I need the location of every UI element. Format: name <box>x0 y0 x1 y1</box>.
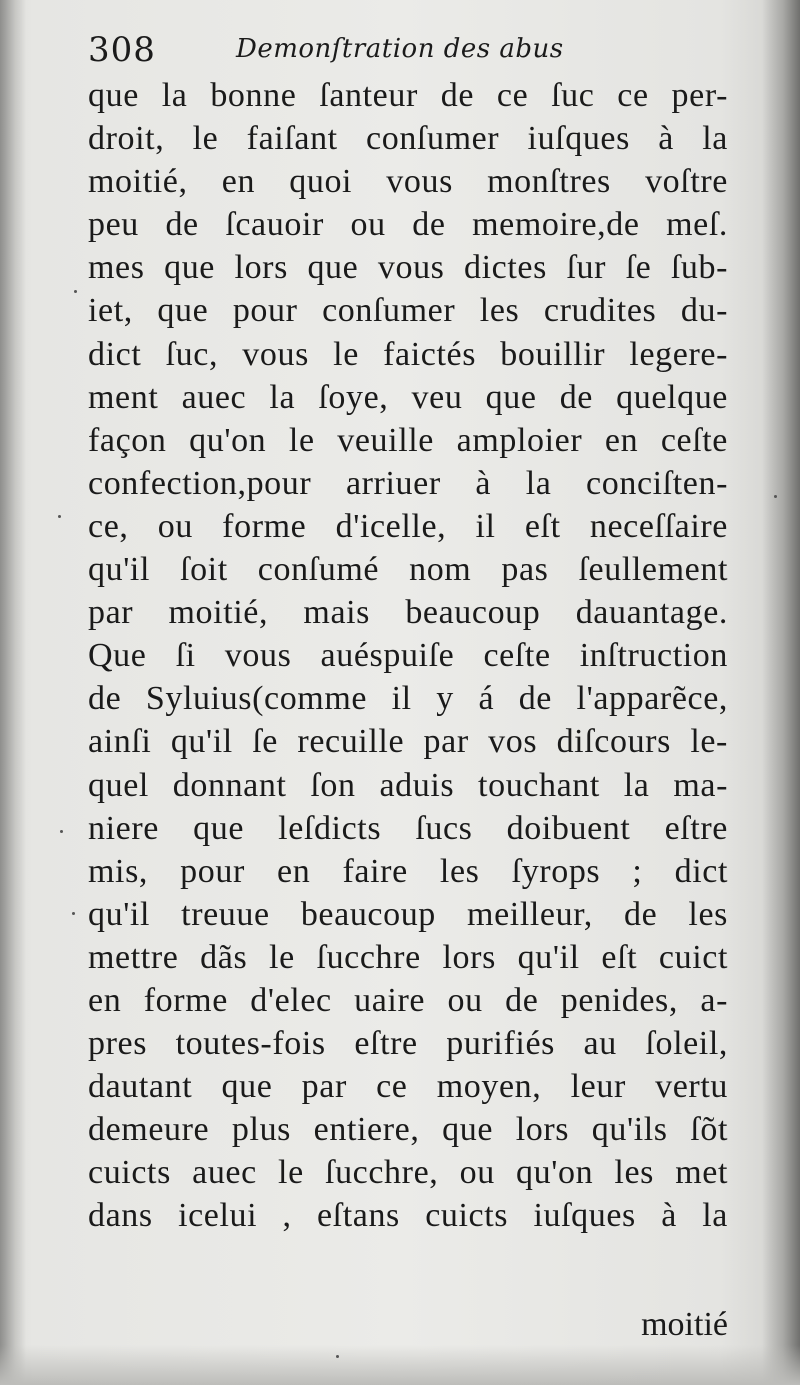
text-line: façon qu'on le veuille amploier en ceſte <box>88 421 728 459</box>
ink-speck <box>74 290 77 293</box>
text-line: en forme d'elec uaire ou de penides, a- <box>88 981 728 1019</box>
text-line: qu'il ſoit conſumé nom pas ſeullement <box>88 551 728 589</box>
text-line: dict ſuc, vous le faictés bouillir legere- <box>88 335 728 373</box>
page-gutter-shadow <box>0 0 26 1385</box>
text-line: de Syluius(comme il y á de l'apparẽce, <box>88 680 728 718</box>
text-line: mes que lors que vous dictes ſur ſe ſub- <box>88 249 728 287</box>
text-line: dautant que par ce moyen, leur vertu <box>88 1068 728 1106</box>
ink-speck <box>72 912 75 915</box>
text-line: dans icelui , eſtans cuicts iuſques à la <box>88 1197 728 1235</box>
page-bottom-shadow <box>0 1345 800 1385</box>
text-line: pres toutes-fois eſtre purifiés au ſoleil, <box>88 1025 728 1063</box>
page-edge-shadow <box>762 0 800 1385</box>
text-line: par moitié, mais beaucoup dauantage. <box>88 594 728 632</box>
text-line: quel donnant ſon aduis touchant la ma- <box>88 766 728 804</box>
ink-speck <box>336 1355 339 1358</box>
text-line: moitié, en quoi vous monſtres voſtre <box>88 163 728 201</box>
text-line: cuicts auec le ſucchre, ou qu'on les met <box>88 1154 728 1192</box>
text-line: que la bonne ſanteur de ce ſuc ce per- <box>88 77 728 114</box>
ink-speck <box>60 830 63 833</box>
text-line: iet, que pour conſumer les crudites du- <box>88 292 728 330</box>
catchword: moitié <box>641 1306 728 1343</box>
ink-speck <box>774 495 777 498</box>
text-line: niere que leſdicts ſucs doibuent eſtre <box>88 809 728 847</box>
page-number: 308 <box>88 30 156 70</box>
text-line: confection,pour arriuer à la conciſten- <box>88 464 728 502</box>
text-line: mis, pour en faire les ſyrops ; dict <box>88 852 728 890</box>
text-line: mettre dãs le ſucchre lors qu'il eſt cuict <box>88 938 728 976</box>
text-line: peu de ſcauoir ou de memoire,de meſ. <box>88 206 728 244</box>
ink-speck <box>58 515 61 518</box>
text-line: droit, le faiſant conſumer iuſques à la <box>88 120 728 158</box>
text-line: ainſi qu'il ſe recuille par vos diſcours le- <box>88 723 728 761</box>
text-line: qu'il treuue beaucoup meilleur, de les <box>88 895 728 933</box>
text-line: ment auec la ſoye, veu que de quelque <box>88 378 728 416</box>
body-text <box>88 74 728 1238</box>
page-header <box>88 26 728 76</box>
text-line: Que ſi vous auéspuiſe ceſte inſtruction <box>88 637 728 675</box>
text-line: demeure plus entiere, que lors qu'ils ſõt <box>88 1111 728 1149</box>
running-title: Demonſtration des abus <box>236 34 564 64</box>
text-line: ce, ou forme d'icelle, il eſt neceſſaire <box>88 507 728 545</box>
